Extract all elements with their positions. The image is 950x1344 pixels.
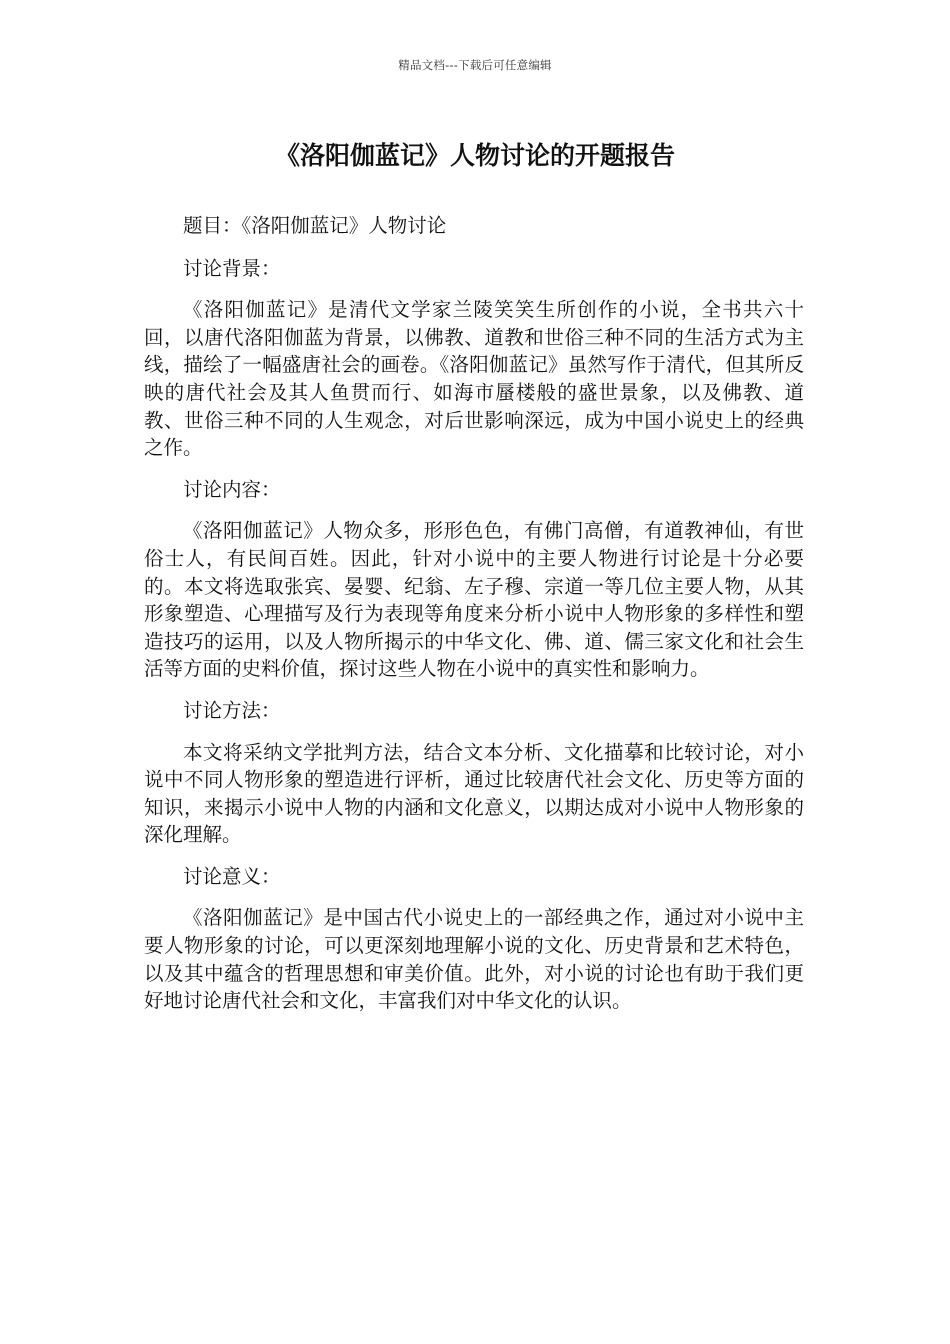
document-body (144, 212, 804, 1015)
method-label: 讨论方法： (183, 698, 281, 722)
background-paragraph: 《洛阳伽蓝记》是清代文学家兰陵笑笑生所创作的小说，全书共六十回，以唐代洛阳伽蓝为背景，以佛教、道教和世俗三种不同的生活方式为主线，描绘了一幅盛唐社会的画卷。《洛阳伽蓝记》虽然写作于清代，但其所反映的唐代社会及其人鱼贯而行、如海市蜃楼般的盛世景象，以及佛教、道教、世俗三种不同的人生观念，对后世影响深远，成为中国小说史上的经典之作。 (144, 298, 804, 460)
background-label: 讨论背景： (183, 256, 281, 280)
content-label: 讨论内容： (183, 477, 281, 501)
significance-paragraph: 《洛阳伽蓝记》是中国古代小说史上的一部经典之作，通过对小说中主要人物形象的讨论，可以更深刻地理解小说的文化、历史背景和艺术特色，以及其中蕴含的哲理思想和审美价值。此外，对小说的讨论也有助于我们更好地讨论唐代社会和文化，丰富我们对中华文化的认识。 (144, 906, 804, 1013)
method-paragraph: 本文将采纳文学批判方法，结合文本分析、文化描摹和比较讨论，对小说中不同人物形象的塑造进行评析，通过比较唐代社会文化、历史等方面的知识，来揭示小说中人物的内涵和文化意义，以期达成对小说中人物形象的深化理解。 (144, 740, 804, 847)
significance-label: 讨论意义： (183, 864, 281, 888)
header-note: 精品文档---下载后可任意编辑 (398, 58, 552, 72)
topic-line: 题目：《洛阳伽蓝记》人物讨论 (183, 214, 447, 237)
page-title: 《洛阳伽蓝记》人物讨论的开题报告 (274, 141, 675, 170)
content-paragraph: 《洛阳伽蓝记》人物众多，形形色色，有佛门高僧，有道教神仙，有世俗士人，有民间百姓。因此，针对小说中的主要人物进行讨论是十分必要的。本文将选取张宾、晏婴、纪翁、左子穆、宗道一等几位主要人物，从其形象塑造、心理描写及行为表现等角度来分析小说中人物形象的多样性和塑造技巧的运用，以及人物所揭示的中华文化、佛、道、儒三家文化和社会生活等方面的史料价值，探讨这些人物在小说中的真实性和影响力。 (144, 519, 804, 681)
